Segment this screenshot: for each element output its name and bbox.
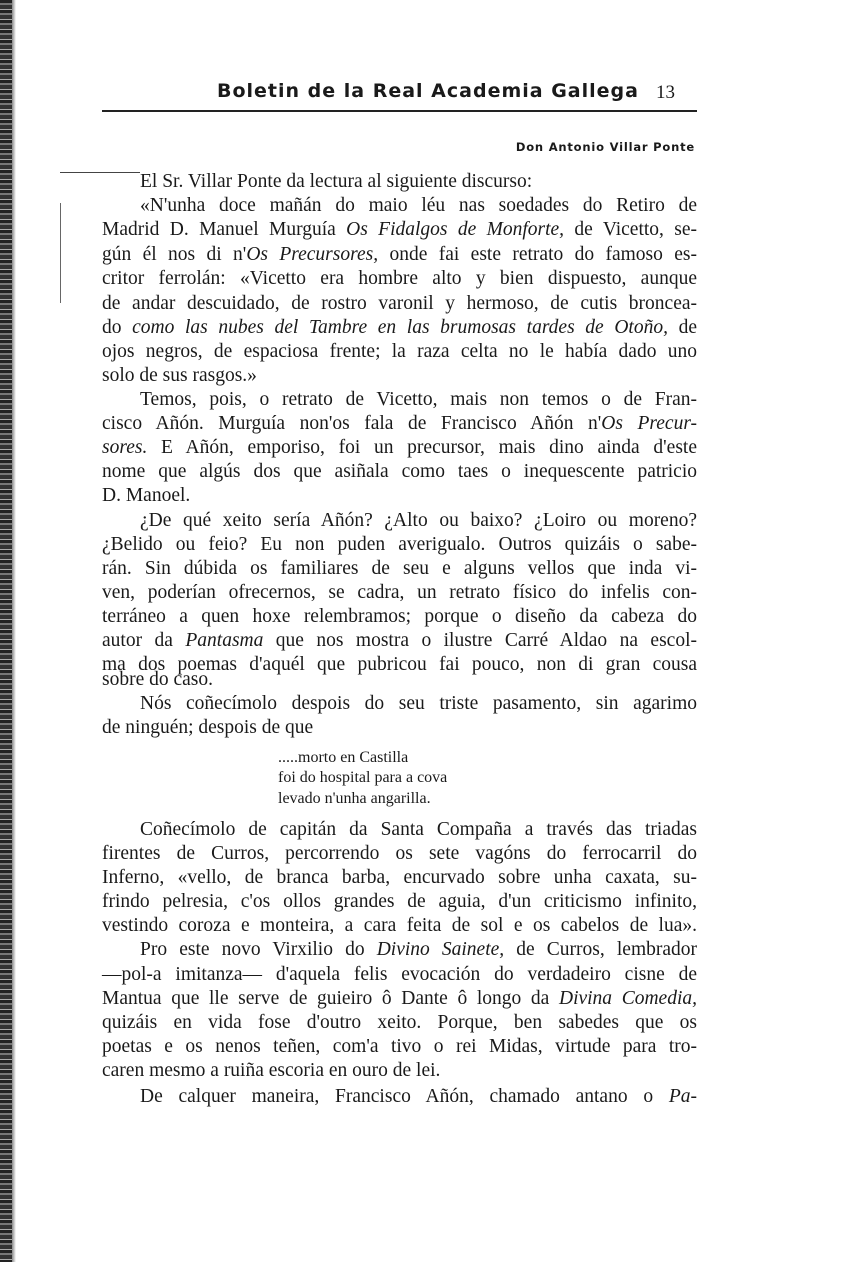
text-span: foi do hospital para a cova [278,769,448,786]
text-span: solo de sus rasgos.» [102,365,257,386]
text-span: —pol-a imitanza— d'aquela felis evocación do verdadeiro cisne de [102,964,697,985]
text-line [102,364,697,388]
text-span: que nos mostra o ilustre Carré Aldao na escol- [263,630,697,651]
text-line [102,668,697,692]
text-line [140,509,697,533]
text-line [102,292,697,316]
text-line [278,789,431,813]
italic-text: como las nubes del Tambre en las brumosas tardes de Otoño, [132,317,668,338]
text-line [140,194,697,218]
text-span: ¿De qué xeito sería Añón? ¿Alto ou baixo? ¿Loiro ou moreno? [140,510,697,531]
text-line [102,460,697,484]
italic-text: sores. [102,437,148,458]
text-span: poetas e os nenos teñen, com'a tivo o rei Midas, virtude para tro- [102,1036,697,1057]
text-span: firentes de Curros, percorrendo os sete vagóns do ferrocarril do [102,843,697,864]
text-span: .....morto en Castilla [278,749,409,766]
text-span: Temos, pois, o retrato de Vicetto, mais non temos o de Fran- [140,389,697,410]
text-span: caren mesmo a ruiña escoria en ouro de lei. [102,1060,441,1081]
italic-text: Os Fidalgos de Monforte, [346,219,565,240]
text-span: do [102,317,133,338]
text-span: de andar descuidado, de rostro varonil y hermoso, de cutis broncea- [102,293,697,314]
text-line [102,484,697,508]
text-span: de ninguén; despois de que [102,717,314,738]
text-span: rán. Sin dúbida os familiares de seu e alguns vellos que inda vi- [102,558,697,579]
text-line [102,1059,697,1083]
text-span: Mantua que lle serve de guieiro ô Dante ô longo da [102,988,559,1009]
text-span: levado n'unha angarilla. [278,790,431,807]
text-span: ¿Belido ou feio? Eu non puden averigualo. Outros quizáis o sabe- [102,534,697,555]
text-span: ojos negros, de espaciosa frente; la raza celta no le había dado uno [102,341,697,362]
text-line [140,938,697,962]
text-line [102,436,697,460]
text-span: quizáis en vida fose d'outro xeito. Porque, ben sabedes que os [102,1012,697,1033]
text-span: critor ferrolán: «Vicetto era hombre alto y bien dispuesto, aunque [102,268,697,289]
running-header [102,80,697,110]
text-span: El Sr. Villar Ponte da lectura al siguiente discurso: [140,171,533,192]
text-span: E Añón, emporiso, foi un precursor, mais dino ainda d'este [147,437,697,458]
text-line [102,581,697,605]
text-line [140,1085,697,1109]
text-span: Nós coñecímolo despois do seu triste pasamento, sin agarimo [140,693,697,714]
text-line [140,818,697,842]
text-line [102,267,697,291]
text-line [102,890,697,914]
scan-edge-artifact [0,0,12,1262]
section-byline: Don Antonio Villar Ponte [515,140,695,154]
text-span: autor da [102,630,186,651]
text-line [102,866,697,890]
text-span: «N'unha doce mañán do maio léu nas soedades do Retiro de [140,195,697,216]
italic-text: Divina Comedia, [558,988,697,1009]
text-span: frindo pelresia, c'os ollos grandes de aguia, d'un criticismo infinito, [102,891,697,912]
text-span: D. Manoel. [102,485,191,506]
text-span: Pro este novo Virxilio do [140,939,377,960]
text-span: cisco Añón. Murguía non'os fala de Francisco Añón n' [102,413,602,434]
text-line [140,388,697,412]
text-line [102,629,697,653]
text-line [102,412,697,436]
text-span: Inferno, «vello, de branca barba, encurvado sobre unha caxata, su- [102,867,697,888]
text-span: Madrid D. Manuel Murguía [102,219,347,240]
text-line [102,316,697,340]
text-span: ma dos poemas d'aquél que pubricou fai pouco, non di gran cousa [102,654,697,675]
italic-text: Pantasma [185,630,264,651]
scan-edge-shadow [12,0,16,1262]
text-span: gún él nos di n' [102,244,247,265]
text-span: sobre do caso. [102,669,214,690]
text-span: ven, poderían ofrecernos, se cadra, un retrato físico do infelis con- [102,582,697,603]
text-span: nome que algús dos que asiñala como taes o inequescente patricio [102,461,697,482]
page-number: 13 [656,82,675,103]
text-line [102,218,697,242]
text-span: De calquer maneira, Francisco Añón, chamado antano o [140,1086,669,1107]
text-line [102,1035,697,1059]
italic-text: Os Precur- [601,413,698,434]
text-line [102,557,697,581]
text-span: onde fai este retrato do famoso es- [378,244,697,265]
text-line [102,533,697,557]
text-line [102,963,697,987]
text-span: de Curros, lembrador [504,939,698,960]
text-line [102,716,697,740]
text-span: vestindo coroza e monteira, a cara feita de sol e os cabelos de lua». [102,915,697,936]
text-line [102,1011,697,1035]
header-rule [102,110,697,112]
text-span: Coñecímolo de capitán da Santa Compaña a través das triadas [140,819,697,840]
text-line [102,605,697,629]
italic-text: Divino Sainete, [376,939,505,960]
text-line [102,340,697,364]
text-line [102,842,697,866]
italic-text: Pa- [668,1086,697,1107]
text-line [140,170,697,194]
text-line [102,914,697,938]
journal-title: Boletin de la Real Academia Gallega [217,80,639,102]
text-span: terráneo a quen hoxe relembramos; porque o diseño da cabeza do [102,606,697,627]
text-span: de [667,317,698,338]
text-line [140,692,697,716]
italic-text: Os Precursores, [246,244,379,265]
text-line [102,987,697,1011]
text-line [102,243,697,267]
text-span: de Vicetto, se- [564,219,698,240]
